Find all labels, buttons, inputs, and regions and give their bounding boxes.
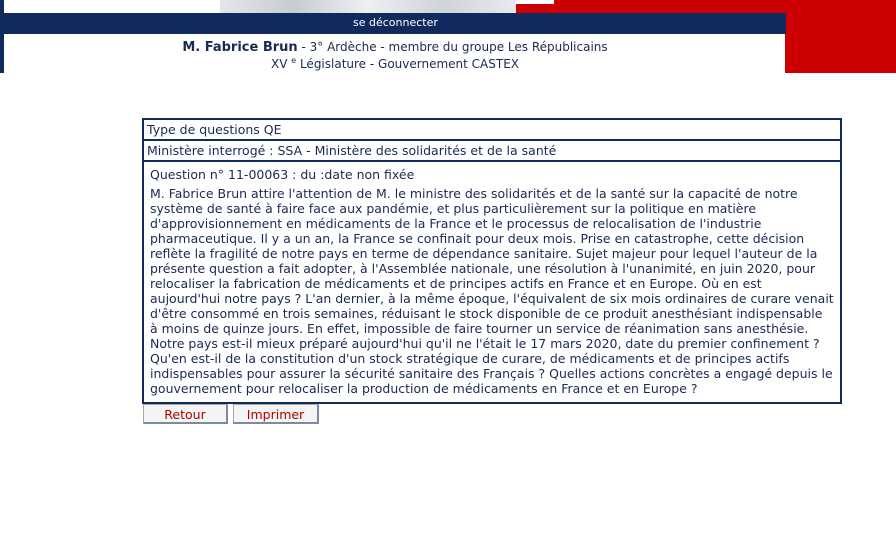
- banner-white-band: [516, 0, 554, 4]
- question-number: Question n° 11-00063 : du :date non fixée: [150, 167, 415, 182]
- deputy-name: M. Fabrice Brun: [182, 40, 298, 55]
- legislature-number: XV: [270, 57, 292, 71]
- logout-link[interactable]: se déconnecter: [353, 16, 438, 29]
- deputy-line: [5, 40, 785, 55]
- question-type: Type de questions QE: [144, 120, 840, 141]
- question-ministry: Ministère interrogé : SSA - Ministère des solidarités et de la santé: [144, 141, 840, 162]
- back-button[interactable]: Retour: [143, 404, 228, 424]
- legislature-ordinal: e: [291, 56, 297, 65]
- question-text: M. Fabrice Brun attire l'attention de M. le ministre des solidarités et de la santé sur la capacité de notre système de santé à faire face aux pandémie, et plus particulièrement sur la politique en matière d'approvisionnement en médicaments de la France et le processus de relocalisation de l'industrie pharmaceutique. Il y a un an, la France se confinait pour deux mois. Prise en catastrophe, cette décision reflète la fragilité de notre pays en terme de dépendance sanitaire. Sujet majeur pour lequel l'auteur de la présente question a fait adopter, à l'Assemblée nationale, une résolution à l'unanimité, en juin 2020, pour relocaliser la fabrication de médicaments et de principes actifs en France et en Europe. Où en est aujourd'hui notre pays ? L'an dernier, à la même époque, l'équivalent de six mois ordinaires de curare venait d'être consommé en trois semaines, réduisant le stock disponible de ce produit anesthésiant indispensable à moins de quinze jours. En effet, impossible de faire tourner un service de réanimation sans anesthésie. Notre pays est-il mieux préparé aujourd'hui qu'il ne l'était le 17 mars 2020, date du premier confinement ? Qu'en est-il de la constitution d'un stock stratégique de curare, de médicaments et de principes actifs indispensables pour assurer la sécurité sanitaire des Français ? Quelles actions concrètes a engagé depuis le gouvernement pour relocaliser la production de médicaments en France et en Europe ?: [150, 186, 834, 396]
- banner-left-edge: [0, 0, 4, 73]
- legislature-government: Législature - Gouvernement CASTEX: [296, 57, 520, 71]
- deputy-info-box: [5, 34, 785, 73]
- print-button[interactable]: Imprimer: [233, 404, 319, 424]
- banner-image: [220, 0, 516, 13]
- question-table: [142, 118, 842, 404]
- deputy-details: - 3° Ardèche - membre du groupe Les Républicains: [297, 40, 608, 54]
- legislature-line: [5, 56, 785, 71]
- question-body: [144, 162, 840, 402]
